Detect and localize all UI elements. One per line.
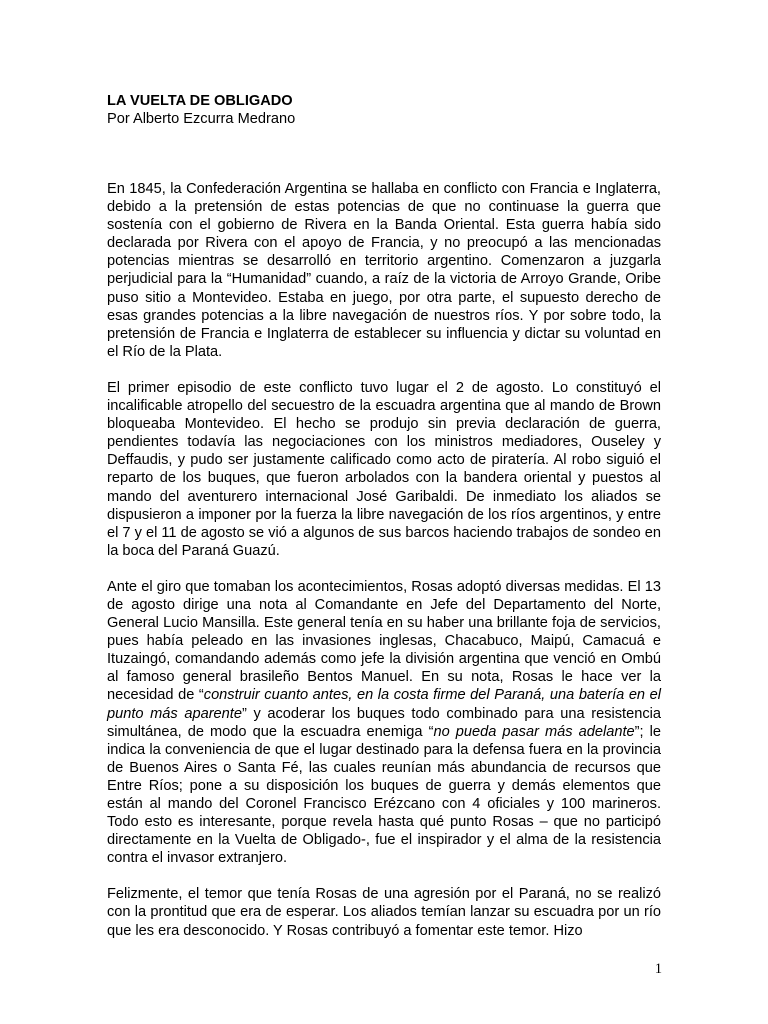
paragraph-3 [107,578,661,868]
paragraph-3-text-c: ”; le indica la conveniencia de que el lugar destinado para la defensa fuera en la provincia de Buenos Aires o Santa Fé, las cuales reunían más abundancia de recursos que Entre Ríos; pone a su disposición los buques de guerra y demás elementos que están al mando del Coronel Francisco Erézcano con 4 oficiales y 100 marineros. Todo esto es interesante, porque revela hasta qué punto Rosas – que no participó directamente en la Vuelta de Obligado-, fue el inspirador y el alma de la resistencia contra el invasor extranjero. [107,723,662,867]
document-body [107,180,661,958]
paragraph-1: En 1845, la Confederación Argentina se hallaba en conflicto con Francia e Inglaterra, debido a la pretensión de estas potencias de que no continuase la guerra que sostenía con el gobierno de Rivera en la Banda Oriental. Esta guerra había sido declarada por Rivera con el apoyo de Francia, y no preocupó a las mencionadas potencias mientras se desarrolló en territorio argentino. Comenzaron a juzgarla perjudicial para la “Humanidad” cuando, a raíz de la victoria de Arroyo Grande, Oribe puso sitio a Montevideo. Estaba en juego, por otra parte, el supuesto derecho de esas grandes potencias a la libre navegación de nuestros ríos. Y por sobre todo, la pretensión de Francia e Inglaterra de establecer su influencia y dictar su voluntad en el Río de la Plata. [107,181,661,360]
document-author: Por Alberto Ezcurra Medrano [107,111,296,127]
document-title: LA VUELTA DE OBLIGADO [107,93,293,109]
paragraph-3-text-a: Ante el giro que tomaban los acontecimientos, Rosas adoptó diversas medidas. El 13 de agosto dirige una nota al Comandante en Jefe del Departamento del Norte, General Lucio Mansilla. Este general tenía en su haber una brillante foja de servicios, pues había peleado en las invasiones inglesas, Chacabuco, Maipú, Camacuá e Ituzaingó, comandando además como jefe la división argentina que venció en Ombú al famoso general brasileño Bentos Manuel. En su nota, Rosas le hace ver la necesidad de “ [107,578,661,704]
paragraph-3-quote-a: construir cuanto antes, en la costa firme del Paraná, una batería en el punto más aparente [107,687,661,722]
document-header [107,92,661,128]
paragraph-4: Felizmente, el temor que tenía Rosas de una agresión por el Paraná, no se realizó con la prontitud que era de esperar. Los aliados temían lanzar su escuadra por un río que les era desconocido. Y Rosas contribuyó a fomentar este temor. Hizo [107,886,661,939]
paragraph-2: El primer episodio de este conflicto tuvo lugar el 2 de agosto. Lo constituyó el incalificable atropello del secuestro de la escuadra argentina que al mando de Brown bloqueaba Montevideo. El hecho se produjo sin previa declaración de guerra, pendientes todavía las negociaciones con los ministros mediadores, Ouseley y Deffaudis, y pudo ser justamente calificado como acto de piratería. Al robo siguió el reparto de los buques, que fueron arbolados con la bandera oriental y puestos al mando del aventurero internacional José Garibaldi. De inmediato los aliados se dispusieron a imponer por la fuerza la libre navegación de los ríos argentinos, y entre el 7 y el 11 de agosto se vió a algunos de sus barcos haciendo trabajos de sondeo en la boca del Paraná Guazú. [107,379,661,559]
page-number: 1 [654,961,662,977]
paragraph-3-quote-b: no pueda pasar más adelante [433,723,635,740]
paragraph-3-text-b: ” y acoderar los buques todo combinado para una resistencia simultánea, de modo que la escuadra enemiga “ [107,705,661,740]
